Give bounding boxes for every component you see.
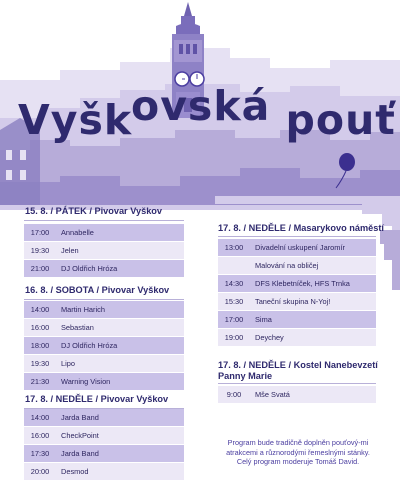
program-note: Program bude tradičně doplněn pouťový-mi atrakcemi a různorodými řemeslnými stánky. Celý program moderuje Tomáš David. xyxy=(226,438,370,467)
section-heading-church: 17. 8. / NEDĚLE / Kostel Nanebevzetí Panny Marie xyxy=(218,360,378,381)
event-list-sunday-brewery xyxy=(24,409,184,481)
event-list-friday xyxy=(24,224,184,278)
event-row: Malování na obličej xyxy=(218,257,376,274)
event-row: 14:30 DFS Klebetníček, HFS Trnka xyxy=(218,275,376,292)
event-row: 17:00 Annabelle xyxy=(24,224,184,241)
divider xyxy=(218,236,376,237)
divider xyxy=(218,383,376,384)
event-list-church xyxy=(218,386,376,404)
event-row: 18:00 DJ Oldřich Hróza xyxy=(24,337,184,354)
event-row: 16:00 Sebastian xyxy=(24,319,184,336)
divider xyxy=(24,299,184,300)
event-row: 20:00 Desmod xyxy=(24,463,184,480)
event-row: 21:00 DJ Oldřich Hróza xyxy=(24,260,184,277)
event-list-sunday-square xyxy=(218,239,376,347)
event-row: 19:30 Lipo xyxy=(24,355,184,372)
section-heading-sunday-square: 17. 8. / NEDĚLE / Masarykovo náměstí xyxy=(218,223,384,233)
section-heading-sunday-brewery: 17. 8. / NEDĚLE / Pivovar Vyškov xyxy=(25,394,169,404)
event-row: 19:30 Jelen xyxy=(24,242,184,259)
section-heading-friday: 15. 8. / PÁTEK / Pivovar Vyškov xyxy=(25,206,163,216)
event-row: 17:30 Jarda Band xyxy=(24,445,184,462)
event-row: 16:00 CheckPoint xyxy=(24,427,184,444)
event-row: 9:00 Mše Svatá xyxy=(218,386,376,403)
event-list-saturday xyxy=(24,301,184,391)
event-row: 13:00 Divadelní uskupení Jaromír xyxy=(218,239,376,256)
page-title: Vyškovská pouť xyxy=(18,82,396,144)
event-row: 19:00 Deychey xyxy=(218,329,376,346)
event-row: 14:00 Martin Harich xyxy=(24,301,184,318)
event-row: 17:00 Sima xyxy=(218,311,376,328)
section-heading-saturday: 16. 8. / SOBOTA / Pivovar Vyškov xyxy=(25,285,170,295)
balloon-icon xyxy=(330,152,356,192)
divider xyxy=(24,220,184,221)
event-row: 21:30 Warning Vision xyxy=(24,373,184,390)
event-row: 14:00 Jarda Band xyxy=(24,409,184,426)
event-row: 15:30 Taneční skupina N-Yoj! xyxy=(218,293,376,310)
